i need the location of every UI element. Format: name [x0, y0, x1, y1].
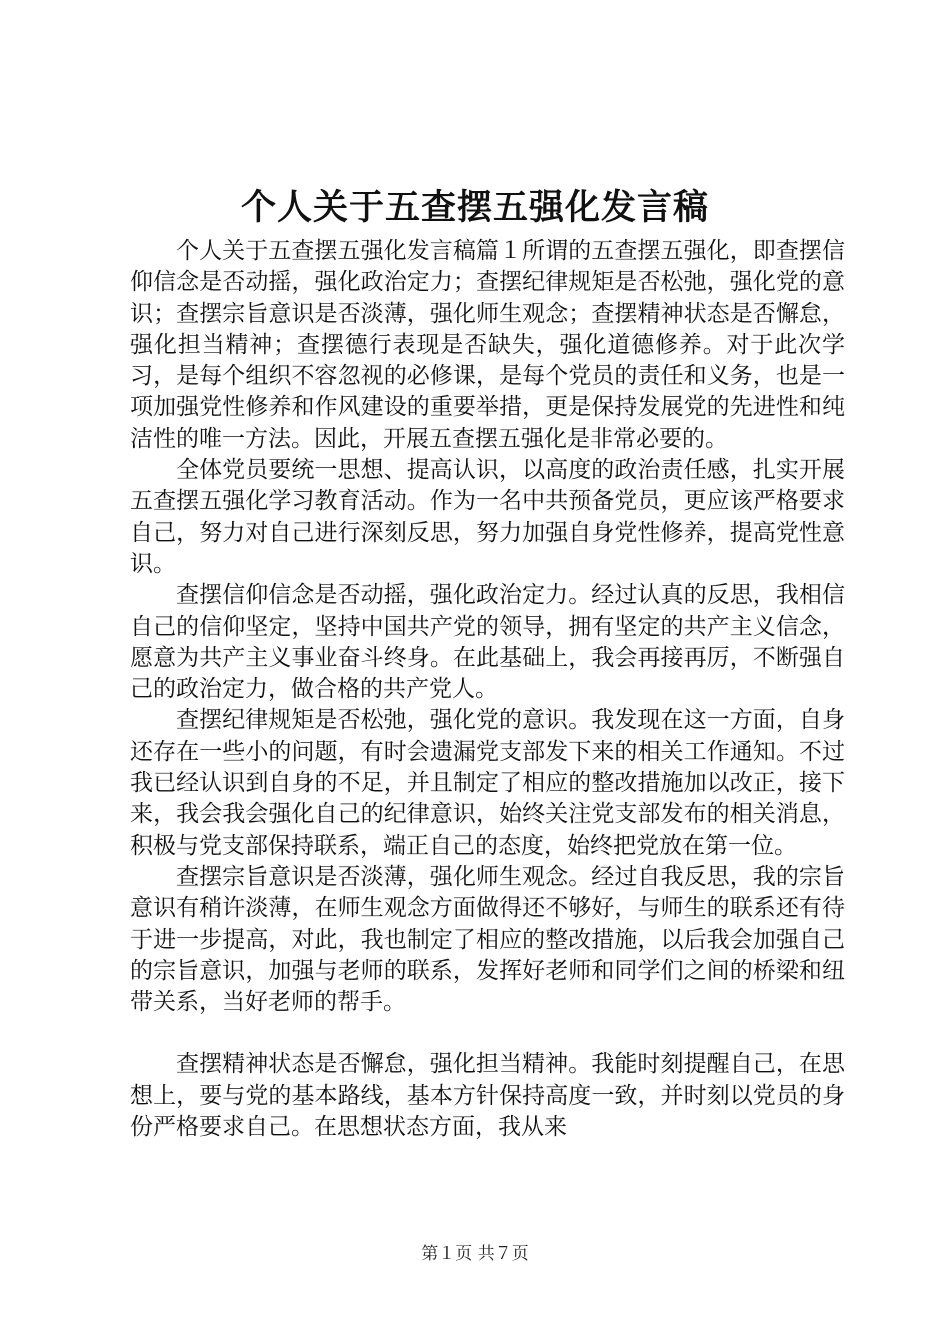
document-body: [130, 236, 845, 1143]
paragraph-spirit-state: 查摆精神状态是否懈怠，强化担当精神。我能时刻提醒自己，在思想上，要与党的基本路线，基本方针保持高度一致，并时刻以党员的身份严格要求自己。在思想状态方面，我从来: [130, 1051, 845, 1141]
document-title: 个人关于五查摆五强化发言稿: [240, 187, 709, 228]
paragraph-discipline-rules: 查摆纪律规矩是否松弛，强化党的意识。我发现在这一方面，自身还存在一些小的问题，有时会遗漏党支部发下来的相关工作通知。不过我已经认识到自身的不足，并且制定了相应的整改措施加以改正，接下来，我会我会强化自己的纪律意识，始终关注党支部发布的相关消息，积极与党支部保持联系，端正自己的态度，始终把党放在第一位。: [130, 707, 845, 859]
paragraph-purpose-awareness: 查摆宗旨意识是否淡薄，强化师生观念。经过自我反思，我的宗旨意识有稍许淡薄，在师生观念方面做得还不够好，与师生的联系还有待于进一步提高，对此，我也制定了相应的整改措施，以后我会加强自己的宗旨意识，加强与老师的联系，发挥好老师和同学们之间的桥梁和纽带关系，当好老师的帮手。: [130, 863, 845, 1016]
page-number-footer: 第１页 共７页: [421, 1244, 529, 1264]
paragraph-intro: 个人关于五查摆五强化发言稿篇１所谓的五查摆五强化，即查摆信仰信念是否动摇，强化政治定力；查摆纪律规矩是否松弛，强化党的意识；查摆宗旨意识是否淡薄，强化师生观念；查摆精神状态是否懈怠，强化担当精神；查摆德行表现是否缺失，强化道德修养。对于此次学习，是每个组织不容忽视的必修课，是每个党员的责任和义务，也是一项加强党性修养和作风建设的重要举措，更是保持发展党的先进性和纯洁性的唯一方法。因此，开展五查摆五强化是非常必要的。: [130, 238, 845, 452]
paragraph-unify-thinking: 全体党员要统一思想、提高认识，以高度的政治责任感，扎实开展五查摆五强化学习教育活动。作为一名中共预备党员，更应该严格要求自己，努力对自己进行深刻反思，努力加强自身党性修养，提高党性意识。: [130, 457, 845, 577]
paragraph-faith-belief: 查摆信仰信念是否动摇，强化政治定力。经过认真的反思，我相信自己的信仰坚定，坚持中国共产党的领导，拥有坚定的共产主义信念，愿意为共产主义事业奋斗终身。在此基础上，我会再接再厉，不断强自己的政治定力，做合格的共产党人。: [130, 582, 845, 703]
